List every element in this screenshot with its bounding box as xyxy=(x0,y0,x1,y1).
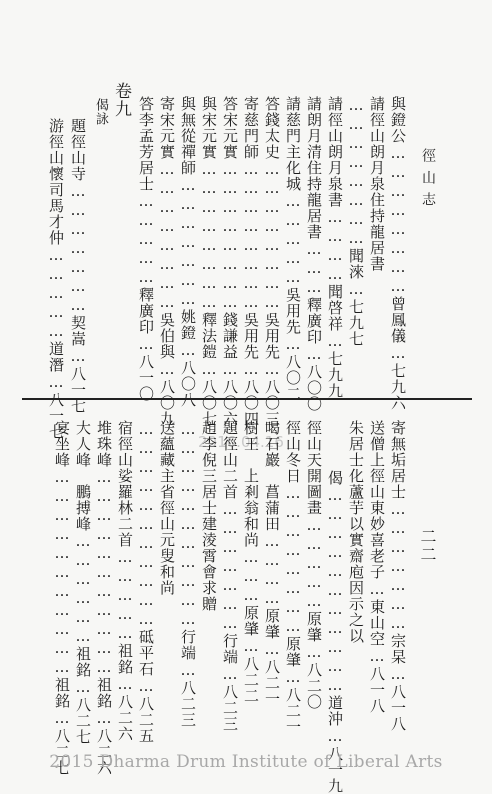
toc-entry: 徑山天開圖畫……………原肇…八二〇 xyxy=(305,420,323,710)
toc-entry: ……………………………砥平石…八二五 xyxy=(137,420,155,744)
toc-entry: 徑山冬日……………………原肇…八二一 xyxy=(284,420,302,735)
toc-entry: 宿徑山娑羅林二首……………祖銘…八二六 xyxy=(116,420,134,742)
toc-entry: 大人峰 鵬搏峰………………祖銘…八二七 xyxy=(74,420,92,745)
running-title: 徑山志 xyxy=(420,148,436,214)
toc-entry: 題徑山二首…………………行端…八二三 xyxy=(221,420,239,732)
toc-entry: 請慈門主化城……………吳用先…八〇二 xyxy=(284,96,302,402)
toc-entry: 答宋元實……………………錢謙益…八〇六 xyxy=(221,96,239,427)
toc-entry: 朱居士化蘆芋以實齋庖因示之以 xyxy=(347,420,365,644)
toc-entry: 送蘊藏主省徑山元叟和尚 xyxy=(158,420,176,596)
toc-entry: 請徑山朗月泉書…………聞啓祥…七九九 xyxy=(326,96,344,399)
section-divider xyxy=(22,398,472,400)
toc-entry: 與宋元實……………………釋法鎧…八〇七 xyxy=(200,96,218,427)
footer-copyright: 2015 Dharma Drum Institute of Liberal Arts xyxy=(49,752,443,772)
toc-entry: 答錢太史……………………吳用先…八〇三 xyxy=(263,96,281,427)
toc-entry: 與無從禪師…………………姚鐙…八〇八 xyxy=(179,96,197,408)
toc-entry: 偈……………………………道沖…八一九 xyxy=(326,470,344,794)
page-number: 二二 xyxy=(418,528,437,564)
toc-entry: 請徑山朗月泉住持龍居書 xyxy=(368,96,386,272)
section-heading: 偈詠 xyxy=(93,98,108,126)
toc-entry: 趙李倪三居士建淩霄會求贈 xyxy=(200,420,218,612)
toc-entry: 寄慈門師……………………吳用先…八〇四 xyxy=(242,96,260,427)
toc-entry: 寄宋元實……………………吳伯與…八〇九 xyxy=(158,96,176,427)
toc-entry: 游徑山懷司馬才仲……………道潛…八一七 xyxy=(47,118,65,440)
toc-entry: 喝石巖 菖蒲田…………原肇…八二一 xyxy=(263,420,281,707)
toc-entry: ……………………………行端…八二三 xyxy=(179,420,197,728)
chapter-heading: 卷九 xyxy=(111,82,131,118)
watermark-date: 2016.04.16 xyxy=(198,433,284,451)
toc-entry: 請朗月清住持龍居書………釋廣印…八〇〇 xyxy=(305,96,323,412)
toc-entry: 與鐙公……………………曾鳳儀…七九六 xyxy=(389,96,407,411)
toc-entry: 題徑山寺…………………契嵩…八一七 xyxy=(69,118,87,414)
toc-entry: 堆珠峰……………………………祖銘…八二六 xyxy=(95,420,113,776)
toc-entry: 樹王 上剎翁和尚………原肇…八二二 xyxy=(242,420,260,704)
toc-entry: 答李孟芳居士……………釋廣印…八一〇 xyxy=(137,96,155,402)
toc-entry: 寄無垢居士…………………宗杲…八一八 xyxy=(389,420,407,732)
toc-entry: 宴坐峰……………………………祖銘…八二七 xyxy=(53,420,71,776)
toc-entry: ……………………聞淶…七九七 xyxy=(347,96,365,347)
toc-entry: 送僧上徑山東妙喜老子…東山空…八一八 xyxy=(368,420,386,714)
